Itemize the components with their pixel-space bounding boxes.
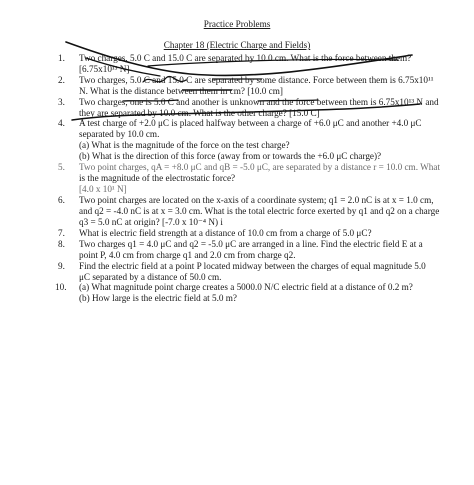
problem-8-number: 8. — [58, 239, 65, 249]
problem-10-number: 10. — [55, 282, 67, 292]
problem-4-number: 4. — [58, 118, 65, 128]
problem-9-number: 9. — [58, 261, 65, 271]
problem-8-line-1: Two charges q1 = 4.0 μC and q2 = -5.0 μC are arranged in a line. Find the electric field E at a — [79, 239, 423, 249]
problem-3-line-1: Two charges, one is 5.0 C and another is unknown and the force between them is 6.75x10¹³ N and — [79, 97, 439, 107]
problem-1-line-2: [6.75x10¹³ N] — [79, 64, 130, 74]
problem-5-line-2: is the magnitude of the electrostatic force? — [79, 173, 236, 183]
problem-4-line-3: (a) What is the magnitude of the force on the test charge? — [79, 140, 290, 150]
problem-3-line-2: they are separated by 10.0 cm. What is the other charge? [15.0 C] — [79, 108, 320, 118]
problem-7-number: 7. — [58, 228, 65, 238]
problem-2-line-2: N. What is the distance between them in cm? [10.0 cm] — [79, 86, 283, 96]
problem-4-line-1: A test charge of +2.0 μC is placed halfway between a charge of +6.0 μC and another +4.0 μC — [79, 118, 422, 128]
problem-6-line-1: Two point charges are located on the x-axis of a coordinate system; q1 = 2.0 nC is at x = 1.0 cm, — [79, 195, 434, 205]
problem-9-line-1: Find the electric field at a point P located midway between the charges of equal magnitude 5.0 — [79, 261, 426, 271]
problem-6-line-3: q3 = 5.0 nC at origin? [-7.0 x 10⁻⁴ N) i — [79, 217, 223, 227]
problem-3-number: 3. — [58, 97, 65, 107]
problem-1-line-1: Two charges, 5.0 C and 15.0 C are separated by 10.0 cm. What is the force between them? — [79, 53, 412, 63]
problem-5-number: 5. — [58, 162, 65, 172]
problem-9-line-2: μC separated by a distance of 50.0 cm. — [79, 272, 222, 282]
problem-2-line-1: Two charges, 5.0 C and 15.0 C are separated by some distance. Force between them is 6.75x10¹¹ — [79, 75, 434, 85]
page-title: Practice Problems — [203, 19, 271, 29]
problem-2-number: 2. — [58, 75, 65, 85]
problem-10-line-1: (a) What magnitude point charge creates a 5000.0 N/C electric field at a distance of 0.2 m? — [79, 282, 413, 292]
problem-4-line-2: separated by 10.0 cm. — [79, 129, 160, 139]
problem-5-line-1: Two point charges, qA = +8.0 μC and qB = -5.0 μC, are separated by a distance r = 10.0 cm. What — [79, 162, 441, 172]
problem-5-line-3: [4.0 x 10¹ N] — [79, 184, 127, 194]
problem-8-line-2: point P, 4.0 cm from charge q1 and 2.0 cm from charge q2. — [79, 250, 296, 260]
problem-6-number: 6. — [58, 195, 65, 205]
problem-10-line-2: (b) How large is the electric field at 5.0 m? — [79, 293, 237, 303]
problem-6-line-2: and q2 = -4.0 nC is at x = 3.0 cm. What is the total electric force exerted by q1 and q2 on a charge — [79, 206, 440, 216]
chapter-heading: Chapter 18 (Electric Charge and Fields) — [163, 40, 311, 50]
problem-1-number: 1. — [58, 53, 65, 63]
problem-4-line-4: (b) What is the direction of this force (away from or towards the +6.0 μC charge)? — [79, 151, 382, 161]
problem-7-line-1: What is electric field strength at a distance of 10.0 cm from a charge of 5.0 μC? — [79, 228, 372, 238]
